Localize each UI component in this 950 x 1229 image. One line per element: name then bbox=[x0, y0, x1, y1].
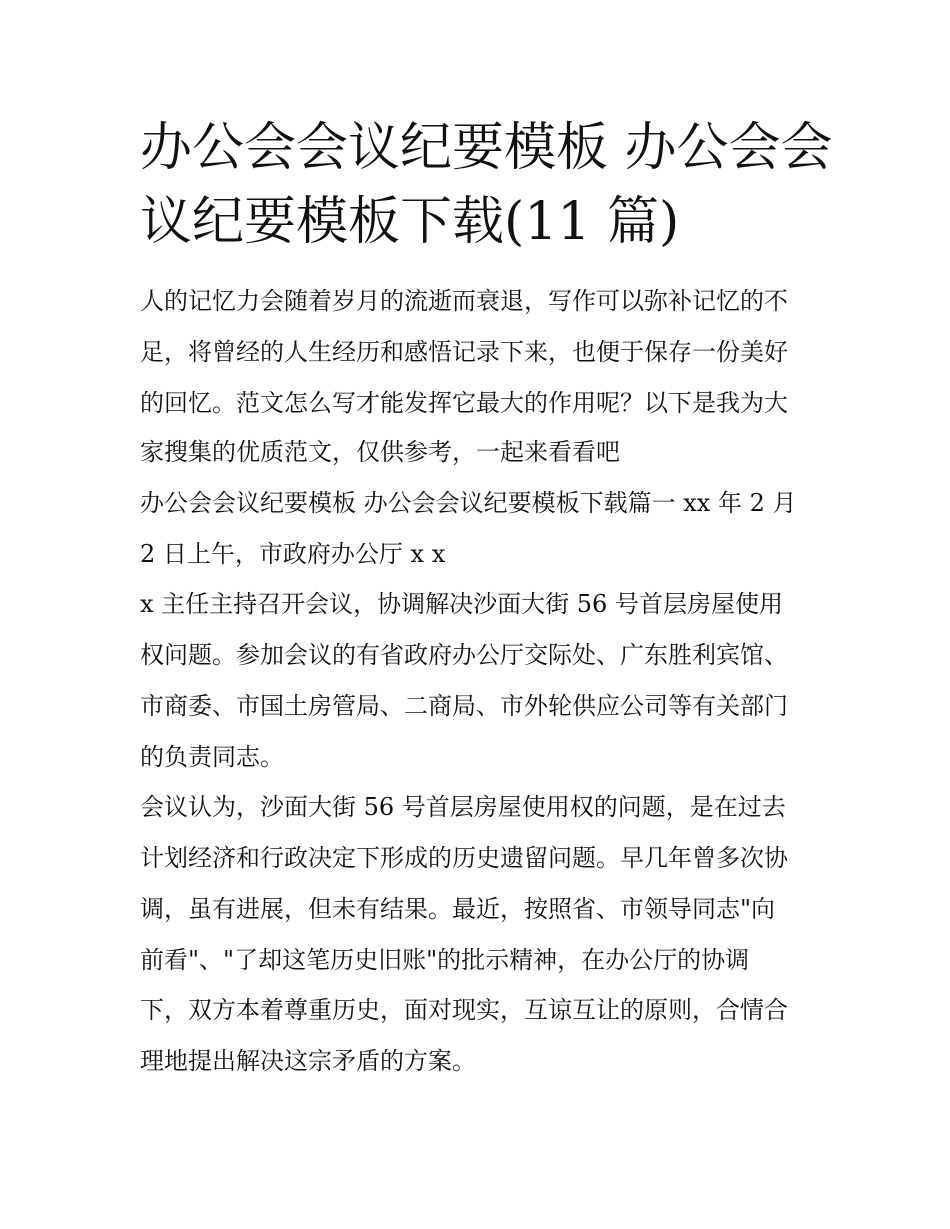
body-line: 人的记忆力会随着岁月的流逝而衰退，写作可以弥补记忆的不 bbox=[140, 287, 788, 315]
body-line: 前看"、"了却这笔历史旧账"的批示精神，在办公厅的协调 bbox=[140, 946, 750, 974]
document-title-line-1: 办公会会议纪要模板 办公会会 bbox=[140, 118, 833, 178]
body-line: 计划经济和行政决定下形成的历史遗留问题。早几年曾多次协 bbox=[140, 844, 788, 872]
body-line: 权问题。参加会议的有省政府办公厅交际处、广东胜利宾馆、 bbox=[140, 641, 788, 669]
body-line: 下，双方本着尊重历史，面对现实，互谅互让的原则，合情合 bbox=[140, 996, 788, 1024]
body-line: 足，将曾经的人生经历和感悟记录下来，也便于保存一份美好 bbox=[140, 338, 788, 366]
body-line: 市商委、市国土房管局、二商局、市外轮供应公司等有关部门 bbox=[140, 692, 788, 720]
body-line: 的回忆。范文怎么写才能发挥它最大的作用呢？以下是我为大 bbox=[140, 389, 788, 417]
body-line: 办公会会议纪要模板 办公会会议纪要模板下载篇一 xx 年 2 月 bbox=[140, 489, 797, 517]
document-title-line-2: 议纪要模板下载(11 篇) bbox=[140, 192, 680, 252]
body-line: 2 日上午，市政府办公厅 x x bbox=[140, 540, 446, 568]
body-line: 理地提出解决这宗矛盾的方案。 bbox=[140, 1047, 476, 1075]
body-line: 调，虽有进展，但未有结果。最近，按照省、市领导同志"向 bbox=[140, 895, 776, 923]
body-line: 会议认为，沙面大街 56 号首层房屋使用权的问题，是在过去 bbox=[140, 793, 786, 821]
body-line: 的负责同志。 bbox=[140, 743, 284, 771]
body-line: x 主任主持召开会议，协调解决沙面大街 56 号首层房屋使用 bbox=[140, 590, 783, 618]
body-line: 家搜集的优质范文，仅供参考，一起来看看吧 bbox=[140, 438, 620, 466]
